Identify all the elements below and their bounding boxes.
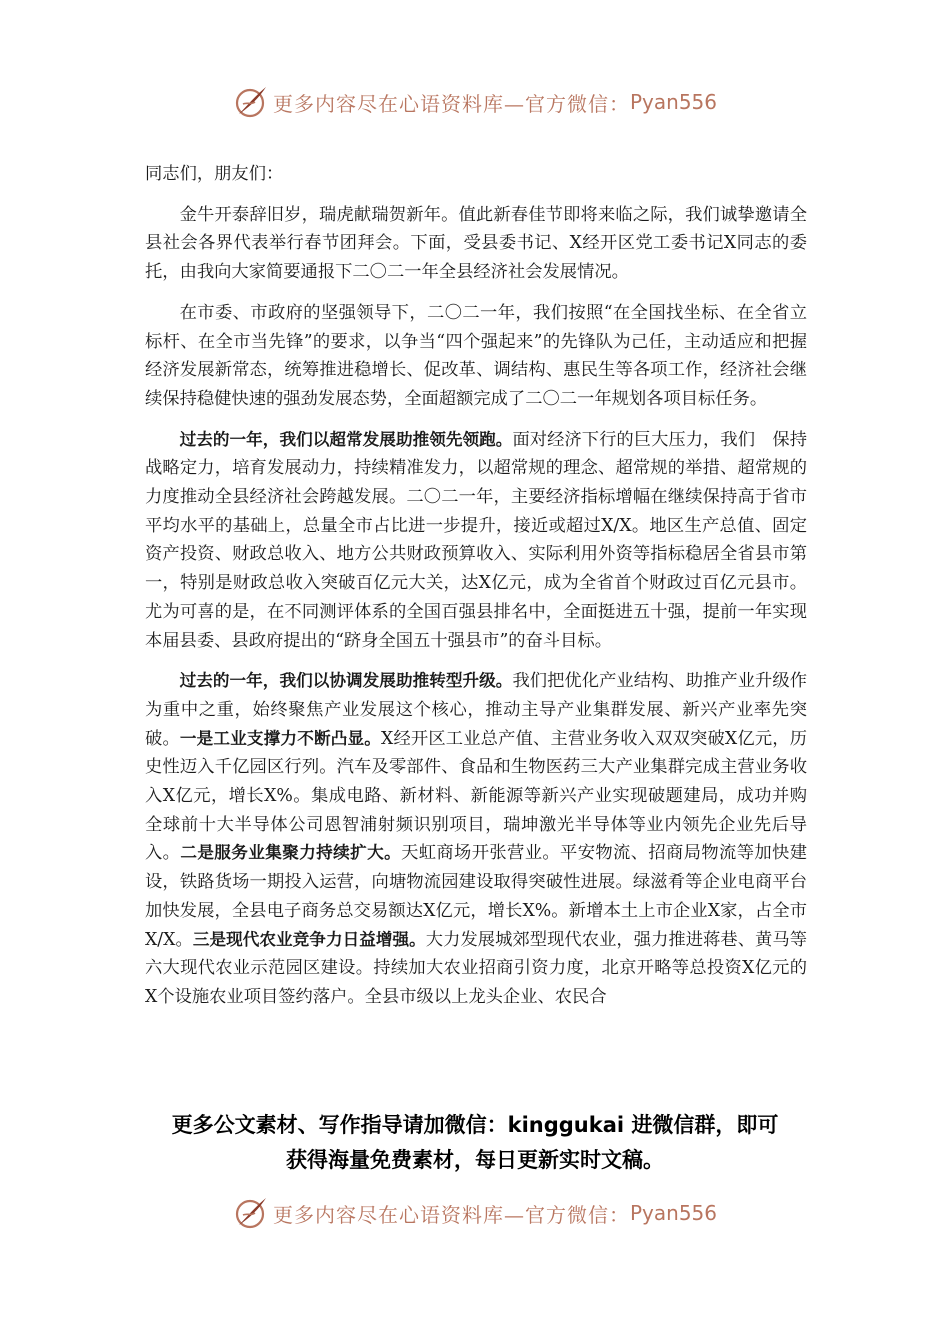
header-banner [0,82,950,122]
body-paragraph [145,201,807,287]
promo-block [100,1108,850,1178]
bold-heading-segment: 过去的一年，我们以协调发展助推转型升级。 [179,671,513,691]
document-body [145,160,807,1024]
body-paragraph [145,667,807,1011]
quill-logo-icon [233,1195,269,1231]
bold-heading-segment: 一是工业支撑力不断凸显。 [179,728,381,748]
bold-heading-segment: 过去的一年，我们以超常发展助推领先领跑。 [179,429,513,449]
text-segment: 金牛开泰辞旧岁，瑞虎献瑞贺新年。值此新春佳节即将来临之际，我们诚挚邀请全县社会各界代表举行春节团拜会。下面，受县委书记、X经开区党工委书记X同志的委托，由我向大家简要通报下二〇二一年全县经济社会发展情况。 [145,204,807,283]
salutation: 同志们，朋友们： [145,164,284,184]
header-wechat-id: Pyan556 [629,90,717,114]
bold-heading-segment: 三是现代农业竞争力日益增强。 [192,929,426,949]
footer-banner [0,1193,950,1233]
quill-logo-icon [233,84,269,120]
header-brand-text: 更多内容尽在心语资料库—官方微信： [272,91,630,116]
text-segment: 在市委、市政府的坚强领导下，二〇二一年，我们按照“在全国找坐标、在全省立标杆、在全市当先锋”的要求，以争当“四个强起来”的先锋队为己任，主动适应和把握经济发展新常态，统筹推进稳增长、促改革、调结构、惠民生等各项工作，经济社会继续保持稳健快速的强劲发展态势，全面超额完成了二〇二一年规划各项目标任务。 [145,302,807,409]
text-segment: 我们把优化产业结构、助推产业升级作为重中之重，始终聚焦产业发展这个核心，推动主导产业集群发展、新兴产业率先突破。 [145,671,807,749]
promo-line-2: 获得海量免费素材，每日更新实时文稿。 [286,1148,664,1172]
promo-line-1: 更多公文素材、写作指导请加微信：kinggukai 进微信群，即可 [171,1113,779,1137]
text-segment: 面对经济下行的巨大压力，我们 保持战略定力，培育发展动力，持续精准发力，以超常规的理念、超常规的举措、超常规的力度推动全县经济社会跨越发展。二〇二一年，主要经济指标增幅在继续保持高于省市平均水平的基础上，总量全市占比进一步提升，接近或超过X/X。地区生产总值、固定资产投资、财政总收入、地方公共财政预算收入、实际利用外资等指标稳居全省县市第一，特别是财政总收入突破百亿元大关，达X亿元，成为全省首个财政过百亿元县市。尤为可喜的是，在不同测评体系的全国百强县排名中，全面挺进五十强，提前一年实现本届县委、县政府提出的“跻身全国五十强县市”的奋斗目标。 [145,429,807,651]
bold-heading-segment: 二是服务业集聚力持续扩大。 [180,843,402,863]
body-paragraph [145,299,807,414]
footer-wechat-id: Pyan556 [629,1201,717,1225]
text-segment: X经开区工业总产值、主营业务收入双双突破X亿元，历史性迈入千亿园区行列。汽车及零部件、食品和生物医药三大产业集群完成主营业务收入X亿元，增长X%。集成电路、新材料、新能源等新兴产业实现破题建局，成功并购全球前十大半导体公司恩智浦射频识别项目，瑞坤激光半导体等业内领先企业先后导入。 [145,728,807,864]
text-segment: 天虹商场开张营业。平安物流、招商局物流等加快建设，铁路货场一期投入运营，向塘物流园建设取得突破性进展。绿滋肴等企业电商平台加快发展，全县电子商务总交易额达X亿元，增长X%。新增本土上市企业X家，占全市X/X。 [145,843,807,950]
text-segment: 大力发展城郊型现代农业，强力推进蒋巷、黄马等六大现代农业示范园区建设。持续加大农业招商引资力度，北京开略等总投资X亿元的X个设施农业项目签约落户。全县市级以上龙头企业、农民合 [145,929,807,1007]
footer-brand-text: 更多内容尽在心语资料库—官方微信： [272,1202,630,1227]
body-paragraph [145,426,807,656]
